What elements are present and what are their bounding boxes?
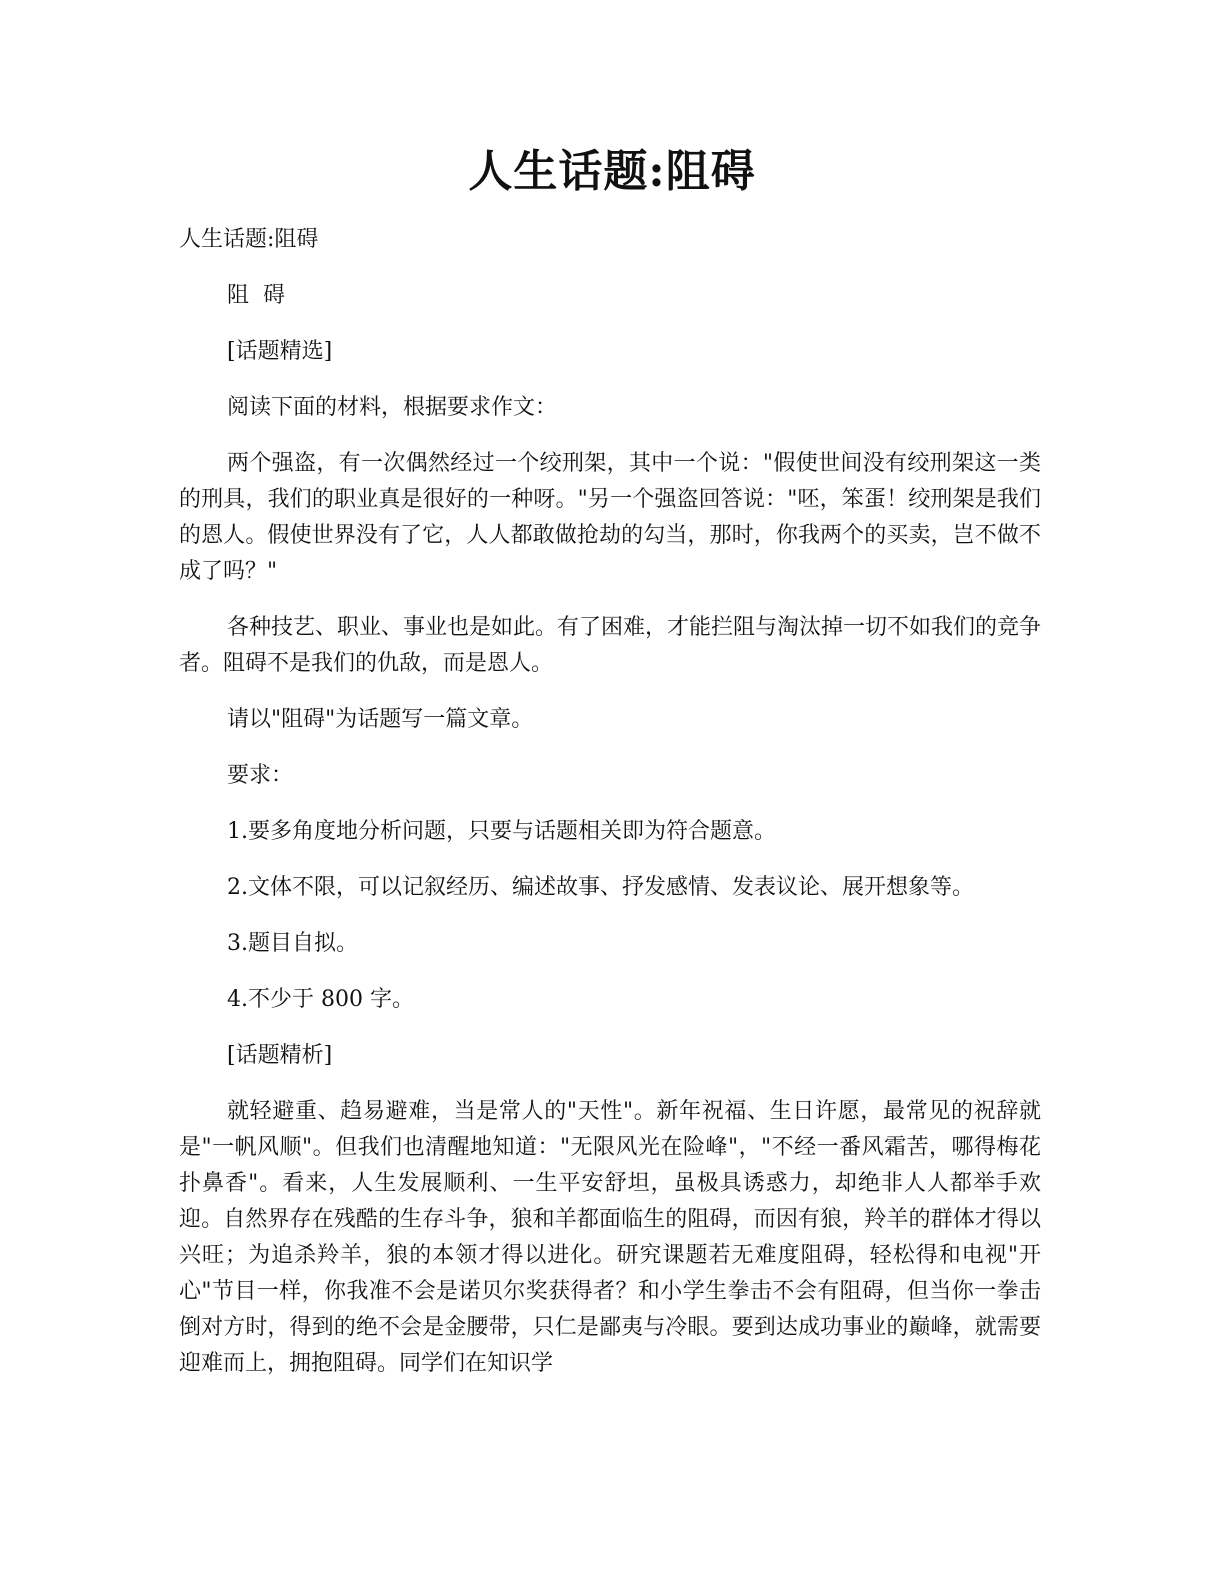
paragraph-moral: 各种技艺、职业、事业也是如此。有了困难，才能拦阻与淘汰掉一切不如我们的竞争者。阻碍不是我们的仇敌，而是恩人。	[179, 615, 1042, 676]
paragraph-topic: 阻 碍	[227, 283, 285, 308]
paragraph-analysis: 就轻避重、趋易避难，当是常人的"天性"。新年祝福、生日许愿，最常见的祝辞就是"一帆风顺"。但我们也清醒地知道："无限风光在险峰"，"不经一番风霜苦，哪得梅花扑鼻香"。看来，人生发展顺利、一生平安舒坦，虽极具诱惑力，却绝非人人都举手欢迎。自然界存在残酷的生存斗争，狼和羊都面临生的阻碍，而因有狼，羚羊的群体才得以兴旺；为追杀羚羊，狼的本领才得以进化。研究课题若无难度阻碍，轻松得和电视"开心"节目一样，你我准不会是诺贝尔奖获得者？和小学生拳击不会有阻碍，但当你一拳击倒对方时，得到的绝不会是金腰带，只仁是鄙夷与冷眼。要到达成功事业的巅峰，就需要迎难而上，拥抱阻碍。同学们在知识学	[179, 1099, 1041, 1376]
paragraph-prompt: 请以"阻碍"为话题写一篇文章。	[227, 707, 534, 732]
paragraph-requirements-label: 要求：	[227, 763, 294, 788]
requirement-item: 2.文体不限，可以记叙经历、编述故事、抒发感情、发表议论、展开想象等。	[227, 875, 974, 900]
document-body	[179, 222, 1041, 1402]
requirement-item: 4.不少于 800 字。	[227, 987, 414, 1012]
document-title: 人生话题:阻碍	[468, 146, 756, 197]
requirement-item: 1.要多角度地分析问题，只要与话题相关即为符合题意。	[227, 819, 776, 844]
paragraph-story: 两个强盗，有一次偶然经过一个绞刑架，其中一个说："假使世间没有绞刑架这一类的刑具，我们的职业真是很好的一种呀。"另一个强盗回答说："呸，笨蛋！绞刑架是我们的恩人。假使世界没有了它，人人都敢做抢劫的勾当，那时，你我两个的买卖，岂不做不成了吗？"	[179, 451, 1041, 584]
paragraph-section-label: [话题精析]	[227, 1043, 333, 1068]
requirement-item: 3.题目自拟。	[227, 931, 358, 956]
paragraph-heading: 人生话题:阻碍	[179, 227, 319, 252]
paragraph-section-label: [话题精选]	[227, 339, 333, 364]
paragraph-instruction: 阅读下面的材料，根据要求作文：	[227, 395, 558, 420]
